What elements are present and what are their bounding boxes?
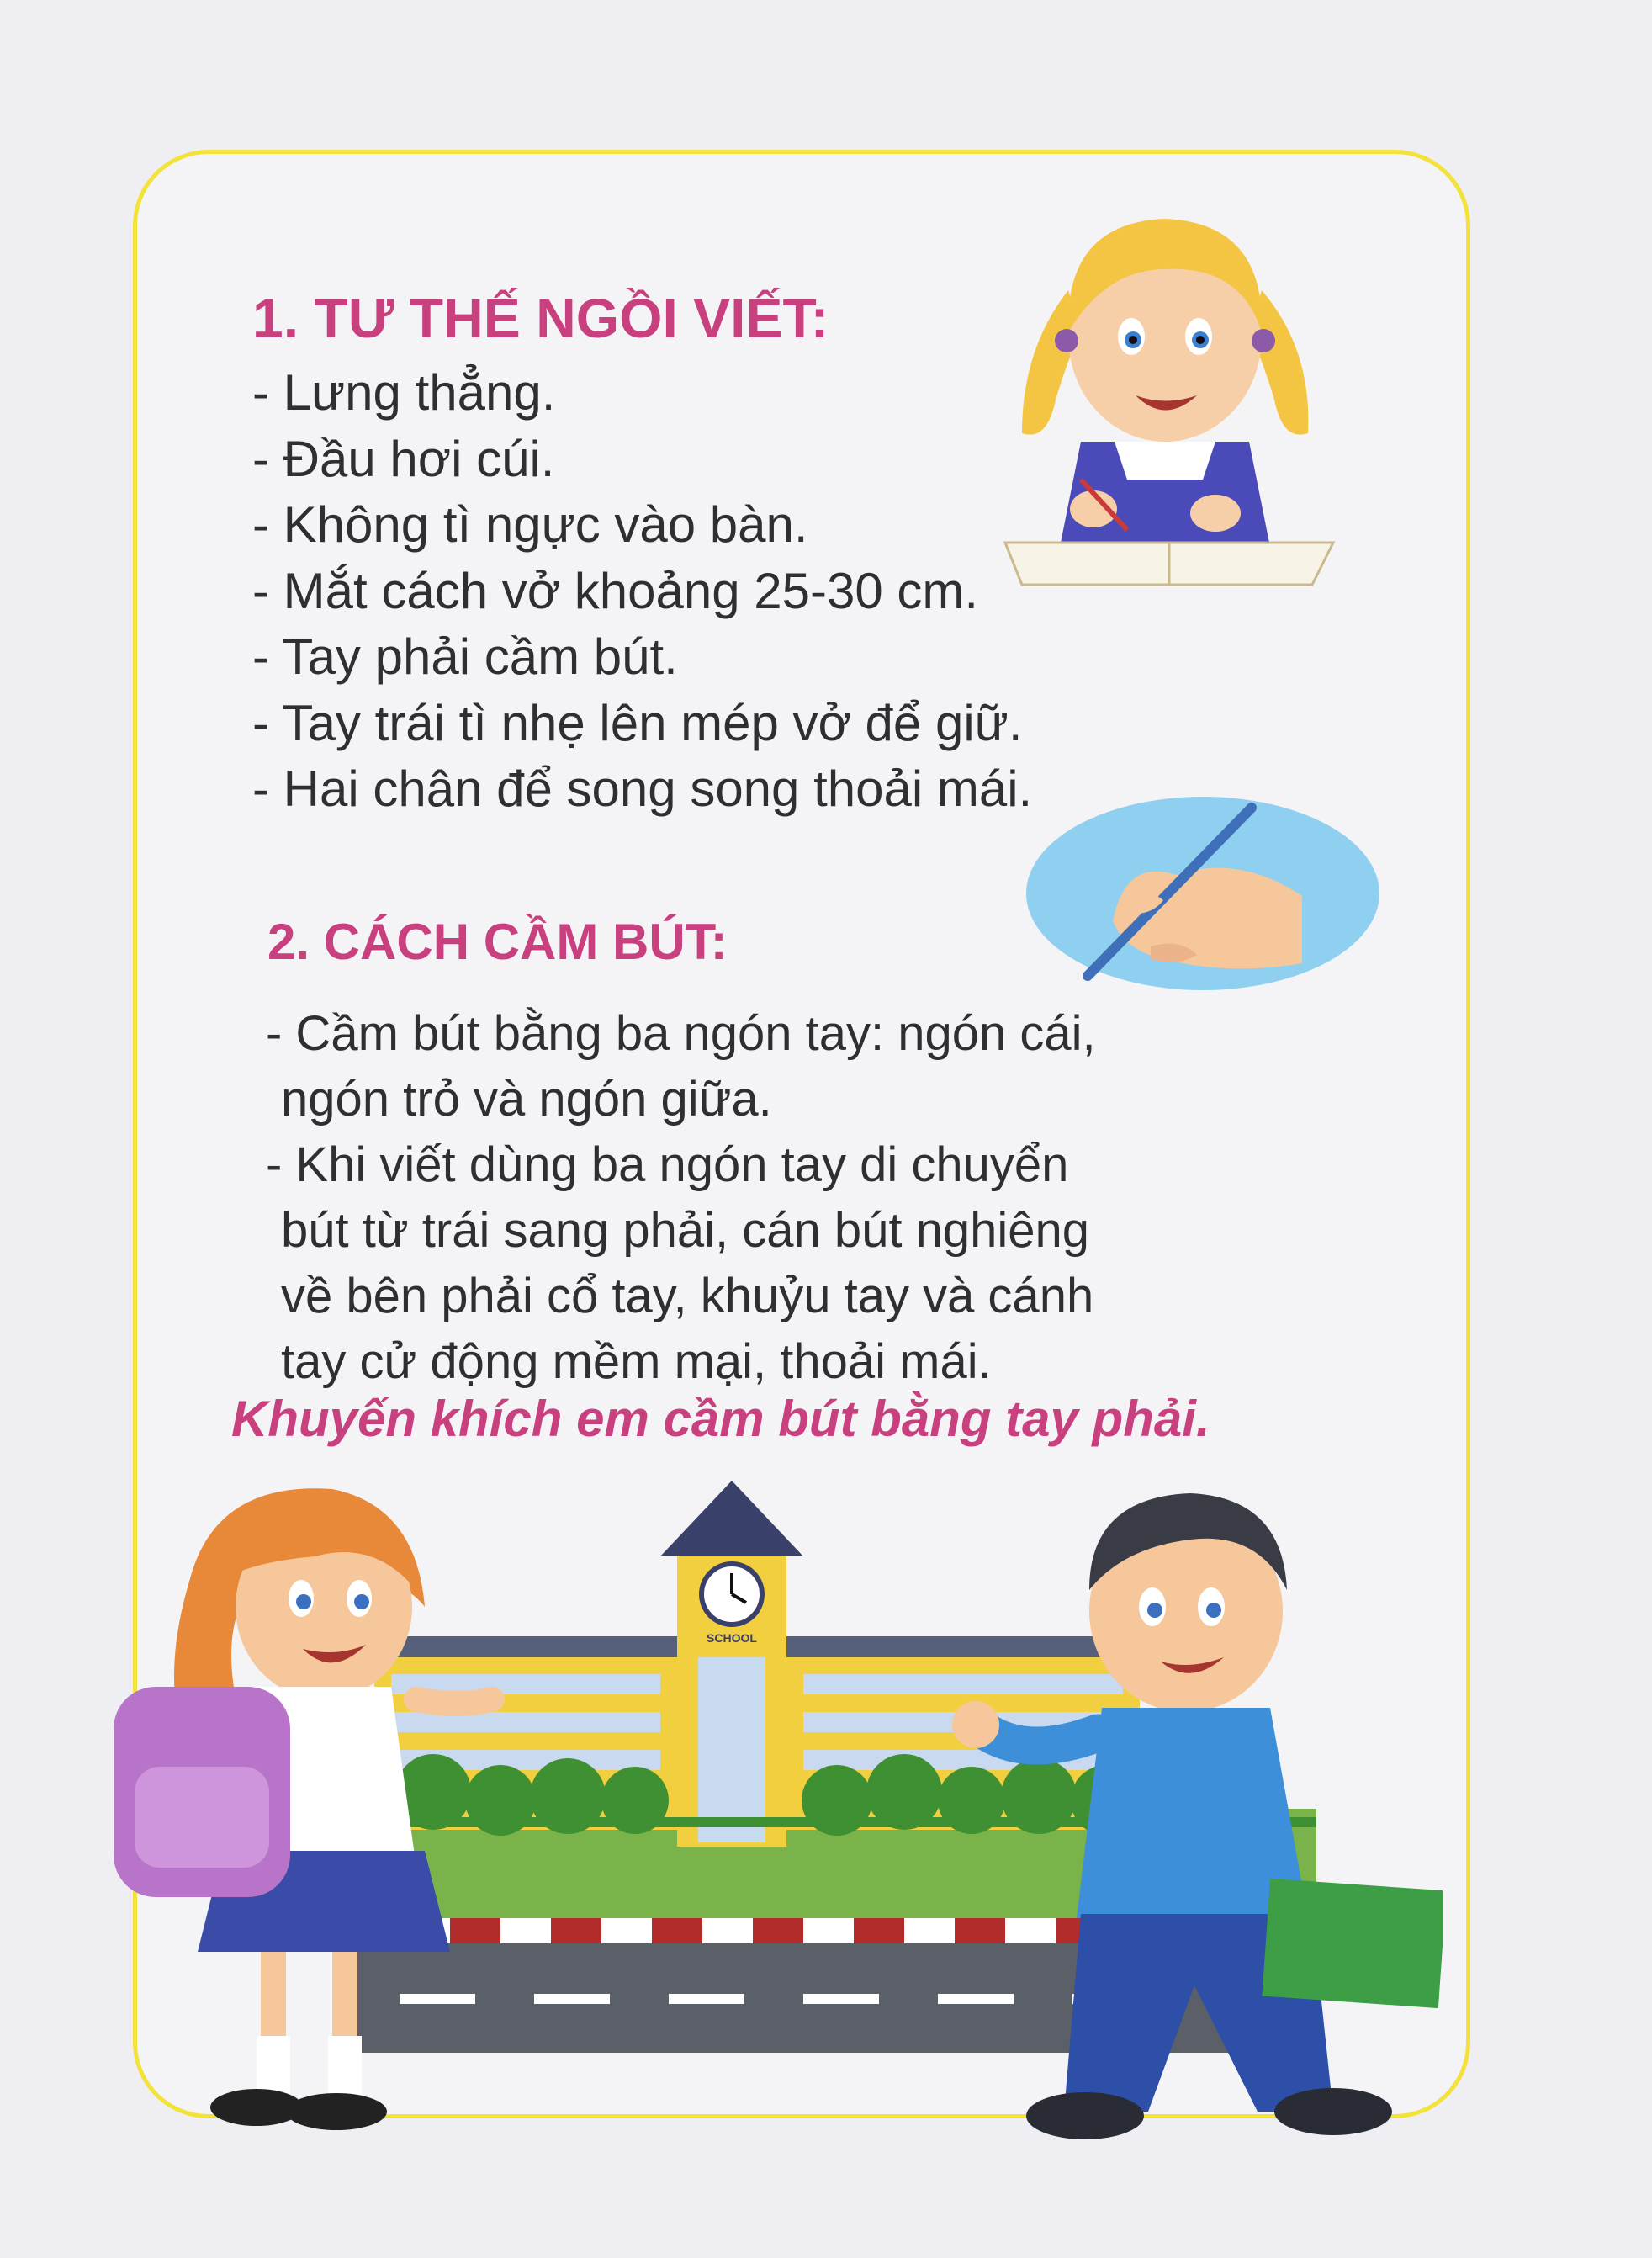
list-item: - Khi viết dùng ba ngón tay di chuyển	[266, 1137, 1069, 1192]
list-item: tay cử động mềm mại, thoải mái.	[281, 1334, 992, 1389]
list-item: - Tay phải cầm bút.	[252, 628, 678, 685]
section-1-list	[252, 360, 1032, 823]
section-2-list	[266, 1001, 1096, 1395]
list-item: về bên phải cổ tay, khuỷu tay và cánh	[281, 1269, 1094, 1323]
list-item: - Đầu hơi cúi.	[252, 430, 555, 487]
section-1-title: 1. TƯ THẾ NGỒI VIẾT:	[252, 287, 829, 349]
school-scene-illustration	[97, 1447, 1443, 2171]
list-item: - Tay trái tì nhẹ lên mép vở để giữ.	[252, 694, 1023, 751]
school-sign: SCHOOL	[707, 1631, 757, 1645]
list-item: - Cầm bút bằng ba ngón tay: ngón cái,	[266, 1006, 1096, 1061]
list-item: - Lưng thẳng.	[252, 364, 556, 421]
list-item: - Không tì ngực vào bàn.	[252, 496, 808, 553]
list-item: bút từ trái sang phải, cán bút nghiêng	[281, 1203, 1090, 1258]
list-item: ngón trỏ và ngón giữa.	[281, 1072, 772, 1126]
list-item: - Hai chân để song song thoải mái.	[252, 761, 1033, 817]
list-item: - Mắt cách vở khoảng 25-30 cm.	[252, 562, 979, 619]
tip-text: Khuyến khích em cầm bút bằng tay phải.	[231, 1391, 1210, 1447]
girl-writing-illustration	[988, 189, 1342, 610]
hand-holding-pen-illustration	[1025, 795, 1382, 993]
section-2-title: 2. CÁCH CẦM BÚT:	[267, 914, 728, 970]
